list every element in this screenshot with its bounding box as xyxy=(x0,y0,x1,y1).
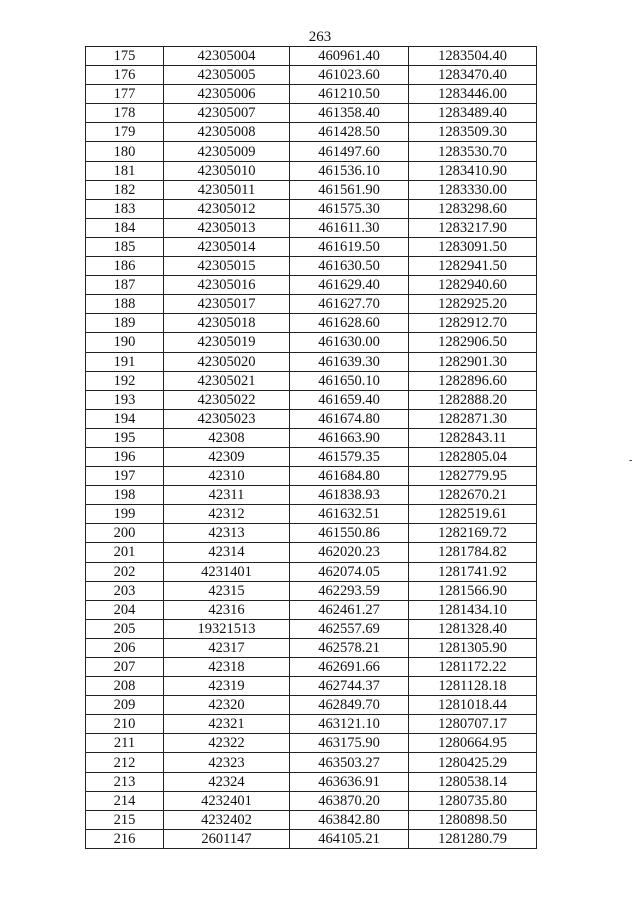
point-id-cell: 42315 xyxy=(164,581,290,600)
x-coordinate-cell: 463870.20 xyxy=(290,791,409,810)
y-coordinate-cell: 1281434.10 xyxy=(409,600,537,619)
point-id-cell: 42320 xyxy=(164,696,290,715)
x-coordinate-cell: 461627.70 xyxy=(290,295,409,314)
y-coordinate-cell: 1281018.44 xyxy=(409,696,537,715)
table-row xyxy=(86,753,537,772)
x-coordinate-cell: 460961.40 xyxy=(290,47,409,66)
row-index-cell: 214 xyxy=(86,791,164,810)
table-row xyxy=(86,467,537,486)
point-id-cell: 4231401 xyxy=(164,562,290,581)
y-coordinate-cell: 1282940.60 xyxy=(409,276,537,295)
table-row xyxy=(86,524,537,543)
coordinates-table xyxy=(85,46,537,849)
y-coordinate-cell: 1283504.40 xyxy=(409,47,537,66)
x-coordinate-cell: 461575.30 xyxy=(290,199,409,218)
x-coordinate-cell: 463121.10 xyxy=(290,715,409,734)
x-coordinate-cell: 461630.50 xyxy=(290,257,409,276)
x-coordinate-cell: 462691.66 xyxy=(290,658,409,677)
point-id-cell: 42316 xyxy=(164,600,290,619)
point-id-cell: 4232402 xyxy=(164,810,290,829)
point-id-cell: 42313 xyxy=(164,524,290,543)
point-id-cell: 42323 xyxy=(164,753,290,772)
point-id-cell: 42312 xyxy=(164,505,290,524)
y-coordinate-cell: 1282925.20 xyxy=(409,295,537,314)
y-coordinate-cell: 1283410.90 xyxy=(409,161,537,180)
row-index-cell: 206 xyxy=(86,638,164,657)
row-index-cell: 187 xyxy=(86,276,164,295)
x-coordinate-cell: 461611.30 xyxy=(290,218,409,237)
point-id-cell: 19321513 xyxy=(164,619,290,638)
margin-dash-mark: - xyxy=(629,455,633,466)
table-row xyxy=(86,638,537,657)
table-row xyxy=(86,715,537,734)
y-coordinate-cell: 1281566.90 xyxy=(409,581,537,600)
table-row xyxy=(86,104,537,123)
row-index-cell: 182 xyxy=(86,180,164,199)
y-coordinate-cell: 1280425.29 xyxy=(409,753,537,772)
row-index-cell: 178 xyxy=(86,104,164,123)
y-coordinate-cell: 1280664.95 xyxy=(409,734,537,753)
x-coordinate-cell: 461210.50 xyxy=(290,85,409,104)
row-index-cell: 188 xyxy=(86,295,164,314)
point-id-cell: 42305014 xyxy=(164,237,290,256)
row-index-cell: 200 xyxy=(86,524,164,543)
point-id-cell: 42305013 xyxy=(164,218,290,237)
y-coordinate-cell: 1283446.00 xyxy=(409,85,537,104)
y-coordinate-cell: 1283489.40 xyxy=(409,104,537,123)
row-index-cell: 207 xyxy=(86,658,164,677)
point-id-cell: 42305015 xyxy=(164,257,290,276)
x-coordinate-cell: 462293.59 xyxy=(290,581,409,600)
point-id-cell: 2601147 xyxy=(164,829,290,848)
point-id-cell: 42310 xyxy=(164,467,290,486)
y-coordinate-cell: 1281305.90 xyxy=(409,638,537,657)
table-row xyxy=(86,257,537,276)
x-coordinate-cell: 461023.60 xyxy=(290,66,409,85)
x-coordinate-cell: 461663.90 xyxy=(290,428,409,447)
x-coordinate-cell: 462074.05 xyxy=(290,562,409,581)
point-id-cell: 42305022 xyxy=(164,390,290,409)
y-coordinate-cell: 1282888.20 xyxy=(409,390,537,409)
y-coordinate-cell: 1283091.50 xyxy=(409,237,537,256)
row-index-cell: 197 xyxy=(86,467,164,486)
point-id-cell: 42305016 xyxy=(164,276,290,295)
x-coordinate-cell: 461838.93 xyxy=(290,486,409,505)
row-index-cell: 211 xyxy=(86,734,164,753)
y-coordinate-cell: 1283509.30 xyxy=(409,123,537,142)
y-coordinate-cell: 1282169.72 xyxy=(409,524,537,543)
row-index-cell: 185 xyxy=(86,237,164,256)
x-coordinate-cell: 463636.91 xyxy=(290,772,409,791)
y-coordinate-cell: 1281328.40 xyxy=(409,619,537,638)
table-row xyxy=(86,734,537,753)
point-id-cell: 42305023 xyxy=(164,409,290,428)
point-id-cell: 42305017 xyxy=(164,295,290,314)
y-coordinate-cell: 1281741.92 xyxy=(409,562,537,581)
table-row xyxy=(86,218,537,237)
x-coordinate-cell: 461497.60 xyxy=(290,142,409,161)
table-row xyxy=(86,314,537,333)
x-coordinate-cell: 462020.23 xyxy=(290,543,409,562)
table-row xyxy=(86,161,537,180)
row-index-cell: 216 xyxy=(86,829,164,848)
point-id-cell: 42318 xyxy=(164,658,290,677)
x-coordinate-cell: 461561.90 xyxy=(290,180,409,199)
x-coordinate-cell: 462849.70 xyxy=(290,696,409,715)
x-coordinate-cell: 462578.21 xyxy=(290,638,409,657)
row-index-cell: 184 xyxy=(86,218,164,237)
table-row xyxy=(86,276,537,295)
row-index-cell: 193 xyxy=(86,390,164,409)
table-row xyxy=(86,791,537,810)
y-coordinate-cell: 1281128.18 xyxy=(409,677,537,696)
table-row xyxy=(86,829,537,848)
table-row xyxy=(86,447,537,466)
point-id-cell: 42308 xyxy=(164,428,290,447)
point-id-cell: 4232401 xyxy=(164,791,290,810)
table-row xyxy=(86,66,537,85)
table-row xyxy=(86,390,537,409)
row-index-cell: 186 xyxy=(86,257,164,276)
point-id-cell: 42305010 xyxy=(164,161,290,180)
point-id-cell: 42305011 xyxy=(164,180,290,199)
table-row xyxy=(86,428,537,447)
row-index-cell: 213 xyxy=(86,772,164,791)
y-coordinate-cell: 1283298.60 xyxy=(409,199,537,218)
y-coordinate-cell: 1281784.82 xyxy=(409,543,537,562)
x-coordinate-cell: 463842.80 xyxy=(290,810,409,829)
row-index-cell: 202 xyxy=(86,562,164,581)
table-row xyxy=(86,619,537,638)
table-row xyxy=(86,295,537,314)
x-coordinate-cell: 461659.40 xyxy=(290,390,409,409)
row-index-cell: 180 xyxy=(86,142,164,161)
table-row xyxy=(86,677,537,696)
y-coordinate-cell: 1282941.50 xyxy=(409,257,537,276)
point-id-cell: 42305019 xyxy=(164,333,290,352)
table-body xyxy=(86,47,537,849)
y-coordinate-cell: 1282906.50 xyxy=(409,333,537,352)
y-coordinate-cell: 1283217.90 xyxy=(409,218,537,237)
row-index-cell: 179 xyxy=(86,123,164,142)
y-coordinate-cell: 1280538.14 xyxy=(409,772,537,791)
row-index-cell: 176 xyxy=(86,66,164,85)
row-index-cell: 209 xyxy=(86,696,164,715)
x-coordinate-cell: 461684.80 xyxy=(290,467,409,486)
point-id-cell: 42305006 xyxy=(164,85,290,104)
x-coordinate-cell: 463175.90 xyxy=(290,734,409,753)
table-row xyxy=(86,142,537,161)
y-coordinate-cell: 1282901.30 xyxy=(409,352,537,371)
point-id-cell: 42305020 xyxy=(164,352,290,371)
point-id-cell: 42322 xyxy=(164,734,290,753)
table-row xyxy=(86,333,537,352)
y-coordinate-cell: 1283530.70 xyxy=(409,142,537,161)
row-index-cell: 195 xyxy=(86,428,164,447)
row-index-cell: 181 xyxy=(86,161,164,180)
table-row xyxy=(86,180,537,199)
y-coordinate-cell: 1282670.21 xyxy=(409,486,537,505)
x-coordinate-cell: 461428.50 xyxy=(290,123,409,142)
point-id-cell: 42305008 xyxy=(164,123,290,142)
table-row xyxy=(86,486,537,505)
table-row xyxy=(86,562,537,581)
page-number: 263 xyxy=(308,29,332,45)
y-coordinate-cell: 1283330.00 xyxy=(409,180,537,199)
row-index-cell: 191 xyxy=(86,352,164,371)
row-index-cell: 192 xyxy=(86,371,164,390)
row-index-cell: 177 xyxy=(86,85,164,104)
x-coordinate-cell: 461629.40 xyxy=(290,276,409,295)
point-id-cell: 42305007 xyxy=(164,104,290,123)
row-index-cell: 215 xyxy=(86,810,164,829)
x-coordinate-cell: 462744.37 xyxy=(290,677,409,696)
table-row xyxy=(86,371,537,390)
row-index-cell: 205 xyxy=(86,619,164,638)
y-coordinate-cell: 1283470.40 xyxy=(409,66,537,85)
row-index-cell: 183 xyxy=(86,199,164,218)
table-row xyxy=(86,581,537,600)
row-index-cell: 212 xyxy=(86,753,164,772)
x-coordinate-cell: 462461.27 xyxy=(290,600,409,619)
row-index-cell: 204 xyxy=(86,600,164,619)
y-coordinate-cell: 1282519.61 xyxy=(409,505,537,524)
x-coordinate-cell: 461619.50 xyxy=(290,237,409,256)
table-row xyxy=(86,123,537,142)
row-index-cell: 201 xyxy=(86,543,164,562)
row-index-cell: 208 xyxy=(86,677,164,696)
point-id-cell: 42311 xyxy=(164,486,290,505)
y-coordinate-cell: 1280898.50 xyxy=(409,810,537,829)
x-coordinate-cell: 461639.30 xyxy=(290,352,409,371)
x-coordinate-cell: 461628.60 xyxy=(290,314,409,333)
table-row xyxy=(86,543,537,562)
y-coordinate-cell: 1282912.70 xyxy=(409,314,537,333)
y-coordinate-cell: 1280707.17 xyxy=(409,715,537,734)
x-coordinate-cell: 461579.35 xyxy=(290,447,409,466)
y-coordinate-cell: 1281172.22 xyxy=(409,658,537,677)
y-coordinate-cell: 1282779.95 xyxy=(409,467,537,486)
row-index-cell: 196 xyxy=(86,447,164,466)
table-row xyxy=(86,85,537,104)
table-row xyxy=(86,237,537,256)
point-id-cell: 42319 xyxy=(164,677,290,696)
y-coordinate-cell: 1281280.79 xyxy=(409,829,537,848)
row-index-cell: 203 xyxy=(86,581,164,600)
x-coordinate-cell: 461550.86 xyxy=(290,524,409,543)
x-coordinate-cell: 462557.69 xyxy=(290,619,409,638)
x-coordinate-cell: 461632.51 xyxy=(290,505,409,524)
x-coordinate-cell: 461650.10 xyxy=(290,371,409,390)
row-index-cell: 210 xyxy=(86,715,164,734)
table-row xyxy=(86,810,537,829)
table-row xyxy=(86,772,537,791)
row-index-cell: 175 xyxy=(86,47,164,66)
point-id-cell: 42305004 xyxy=(164,47,290,66)
y-coordinate-cell: 1280735.80 xyxy=(409,791,537,810)
row-index-cell: 194 xyxy=(86,409,164,428)
table-row xyxy=(86,409,537,428)
table-row xyxy=(86,47,537,66)
point-id-cell: 42305021 xyxy=(164,371,290,390)
table-row xyxy=(86,600,537,619)
y-coordinate-cell: 1282896.60 xyxy=(409,371,537,390)
point-id-cell: 42309 xyxy=(164,447,290,466)
x-coordinate-cell: 461536.10 xyxy=(290,161,409,180)
table-row xyxy=(86,696,537,715)
point-id-cell: 42324 xyxy=(164,772,290,791)
y-coordinate-cell: 1282871.30 xyxy=(409,409,537,428)
table-row xyxy=(86,352,537,371)
row-index-cell: 190 xyxy=(86,333,164,352)
point-id-cell: 42305012 xyxy=(164,199,290,218)
point-id-cell: 42317 xyxy=(164,638,290,657)
y-coordinate-cell: 1282805.04 xyxy=(409,447,537,466)
point-id-cell: 42305018 xyxy=(164,314,290,333)
x-coordinate-cell: 464105.21 xyxy=(290,829,409,848)
table-row xyxy=(86,658,537,677)
point-id-cell: 42321 xyxy=(164,715,290,734)
table-row xyxy=(86,199,537,218)
y-coordinate-cell: 1282843.11 xyxy=(409,428,537,447)
x-coordinate-cell: 461630.00 xyxy=(290,333,409,352)
x-coordinate-cell: 463503.27 xyxy=(290,753,409,772)
x-coordinate-cell: 461358.40 xyxy=(290,104,409,123)
point-id-cell: 42305009 xyxy=(164,142,290,161)
point-id-cell: 42305005 xyxy=(164,66,290,85)
point-id-cell: 42314 xyxy=(164,543,290,562)
row-index-cell: 199 xyxy=(86,505,164,524)
row-index-cell: 189 xyxy=(86,314,164,333)
table-row xyxy=(86,505,537,524)
x-coordinate-cell: 461674.80 xyxy=(290,409,409,428)
row-index-cell: 198 xyxy=(86,486,164,505)
